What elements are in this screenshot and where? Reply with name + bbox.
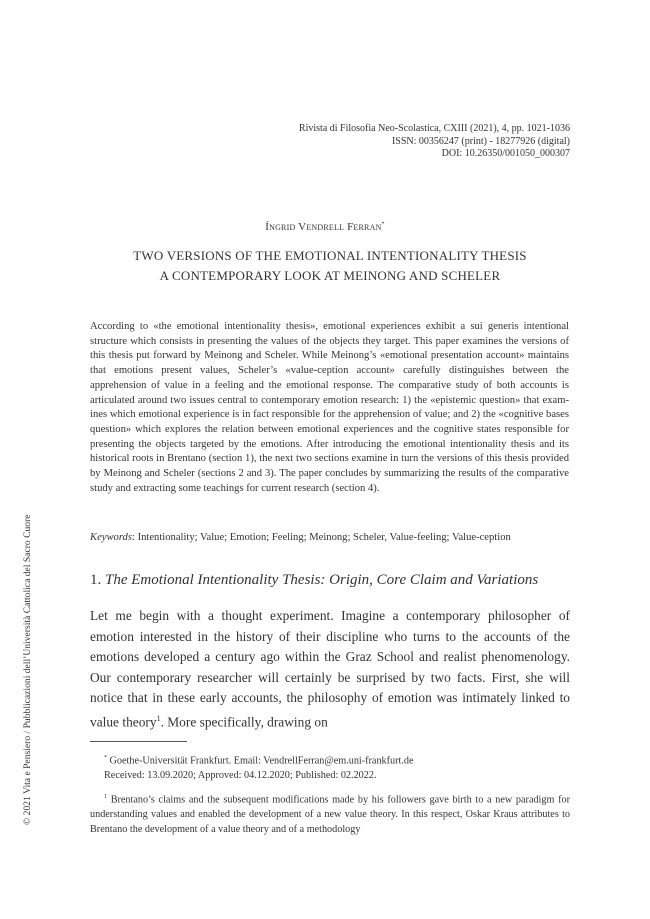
- author-footnote: [104, 751, 574, 783]
- issn-line: ISSN: 00356247 (print) - 18277926 (digital): [391, 135, 570, 147]
- footnote-1-number: 1: [104, 794, 107, 800]
- footnote-1: [90, 790, 570, 838]
- author-affiliation: Goethe-Universität Frankfurt. Email: VendrellFerran@em.uni-frankfurt.de: [109, 755, 414, 767]
- footnote-reference-1[interactable]: 1: [156, 713, 161, 723]
- section-title: The Emotional Intentionality Thesis: Origin, Core Claim and Variations: [105, 572, 539, 588]
- keywords: [90, 531, 569, 545]
- journal-citation: Rivista di Filosofia Neo-Scolastica, CXIII (2021), 4, pp. 1021-1036: [298, 123, 570, 134]
- doi-line: DOI: 10.26350/001050_000307: [441, 148, 570, 159]
- body-text-main: Let me begin with a thought experiment. Imagine a contemporary philosopher of emotion interested in the history of their discipline who turns to the accounts of the emotions developed a century ago within the Graz School and realist phenomenology. Our contemporary researcher will certainly be surprised by two facts. First, she will notice that in these early accounts, the philosophy of emotion was intimately linked to value theory: [90, 608, 570, 730]
- author-line: [0, 221, 650, 233]
- section-number: 1.: [90, 572, 102, 588]
- publication-dates: Received: 13.09.2020; Approved: 04.12.2020; Published: 02.2022.: [104, 770, 377, 782]
- keywords-label: Keywords: [90, 532, 132, 543]
- title-line-2: A CONTEMPORARY LOOK AT MEINONG AND SCHELER: [159, 268, 501, 283]
- author-footnote-marker: *: [381, 221, 385, 228]
- author-name: Íngrid Vendrell Ferran: [265, 221, 382, 233]
- journal-header: [150, 123, 570, 161]
- abstract: [90, 320, 569, 496]
- abstract-text: According to «the emotional intentionality thesis», emotional experiences exhibit a sui generis intentional structure which consists in presenting the values of the objects they target. This paper examines the versions of this thesis put forward by Meinong and Scheler. While Meinong’s «emotional presentation account» maintains that emotions present values, Scheler’s «value-ception account» carefully distinguishes between the apprehension of value in a feeling and the emotional response. The comparative study of both accounts is articulated around two issues central to contemporary emotion research: 1) the «epistemic question» that examines which emotional experience is in fact responsible for the apprehension of value; and 2) the «cognitive bases question» which explores the relation between emotional experiences and the cognitive states responsible for presenting the objects targeted by the emotions. After introducing the emotional intentionality thesis and its historical roots in Brentano (section 1), the next two sections examine in turn the versions of this thesis provided by Meinong and Scheler (sections 2 and 3). The paper concludes by summarizing the results of the comparative study and extracting some teachings for current research (section 4).: [90, 321, 569, 494]
- section-heading: [90, 572, 570, 589]
- copyright-sidebar: © 2021 Vita e Pensiero / Pubblicazioni dell’Università Cattolica del Sacro Cuore: [22, 514, 33, 825]
- article-title: [80, 246, 580, 286]
- keywords-text: : Intentionality; Value; Emotion; Feeling; Meinong; Scheler, Value-feeling; Value-ception: [131, 532, 511, 543]
- body-paragraph: [90, 606, 570, 733]
- title-line-1: TWO VERSIONS OF THE EMOTIONAL INTENTIONALITY THESIS: [133, 248, 527, 263]
- body-text-continued: . More specifically, drawing on: [160, 714, 328, 730]
- author-footnote-symbol: *: [104, 755, 107, 761]
- footnote-divider: [90, 741, 187, 742]
- footnote-1-text: Brentano’s claims and the subsequent modifications made by his followers gave birth to a new paradigm for understanding values and enabled the development of a new value theory. In this respect, Oskar Kraus attributes to Brentano the development of a value theory and of a methodology: [90, 794, 570, 835]
